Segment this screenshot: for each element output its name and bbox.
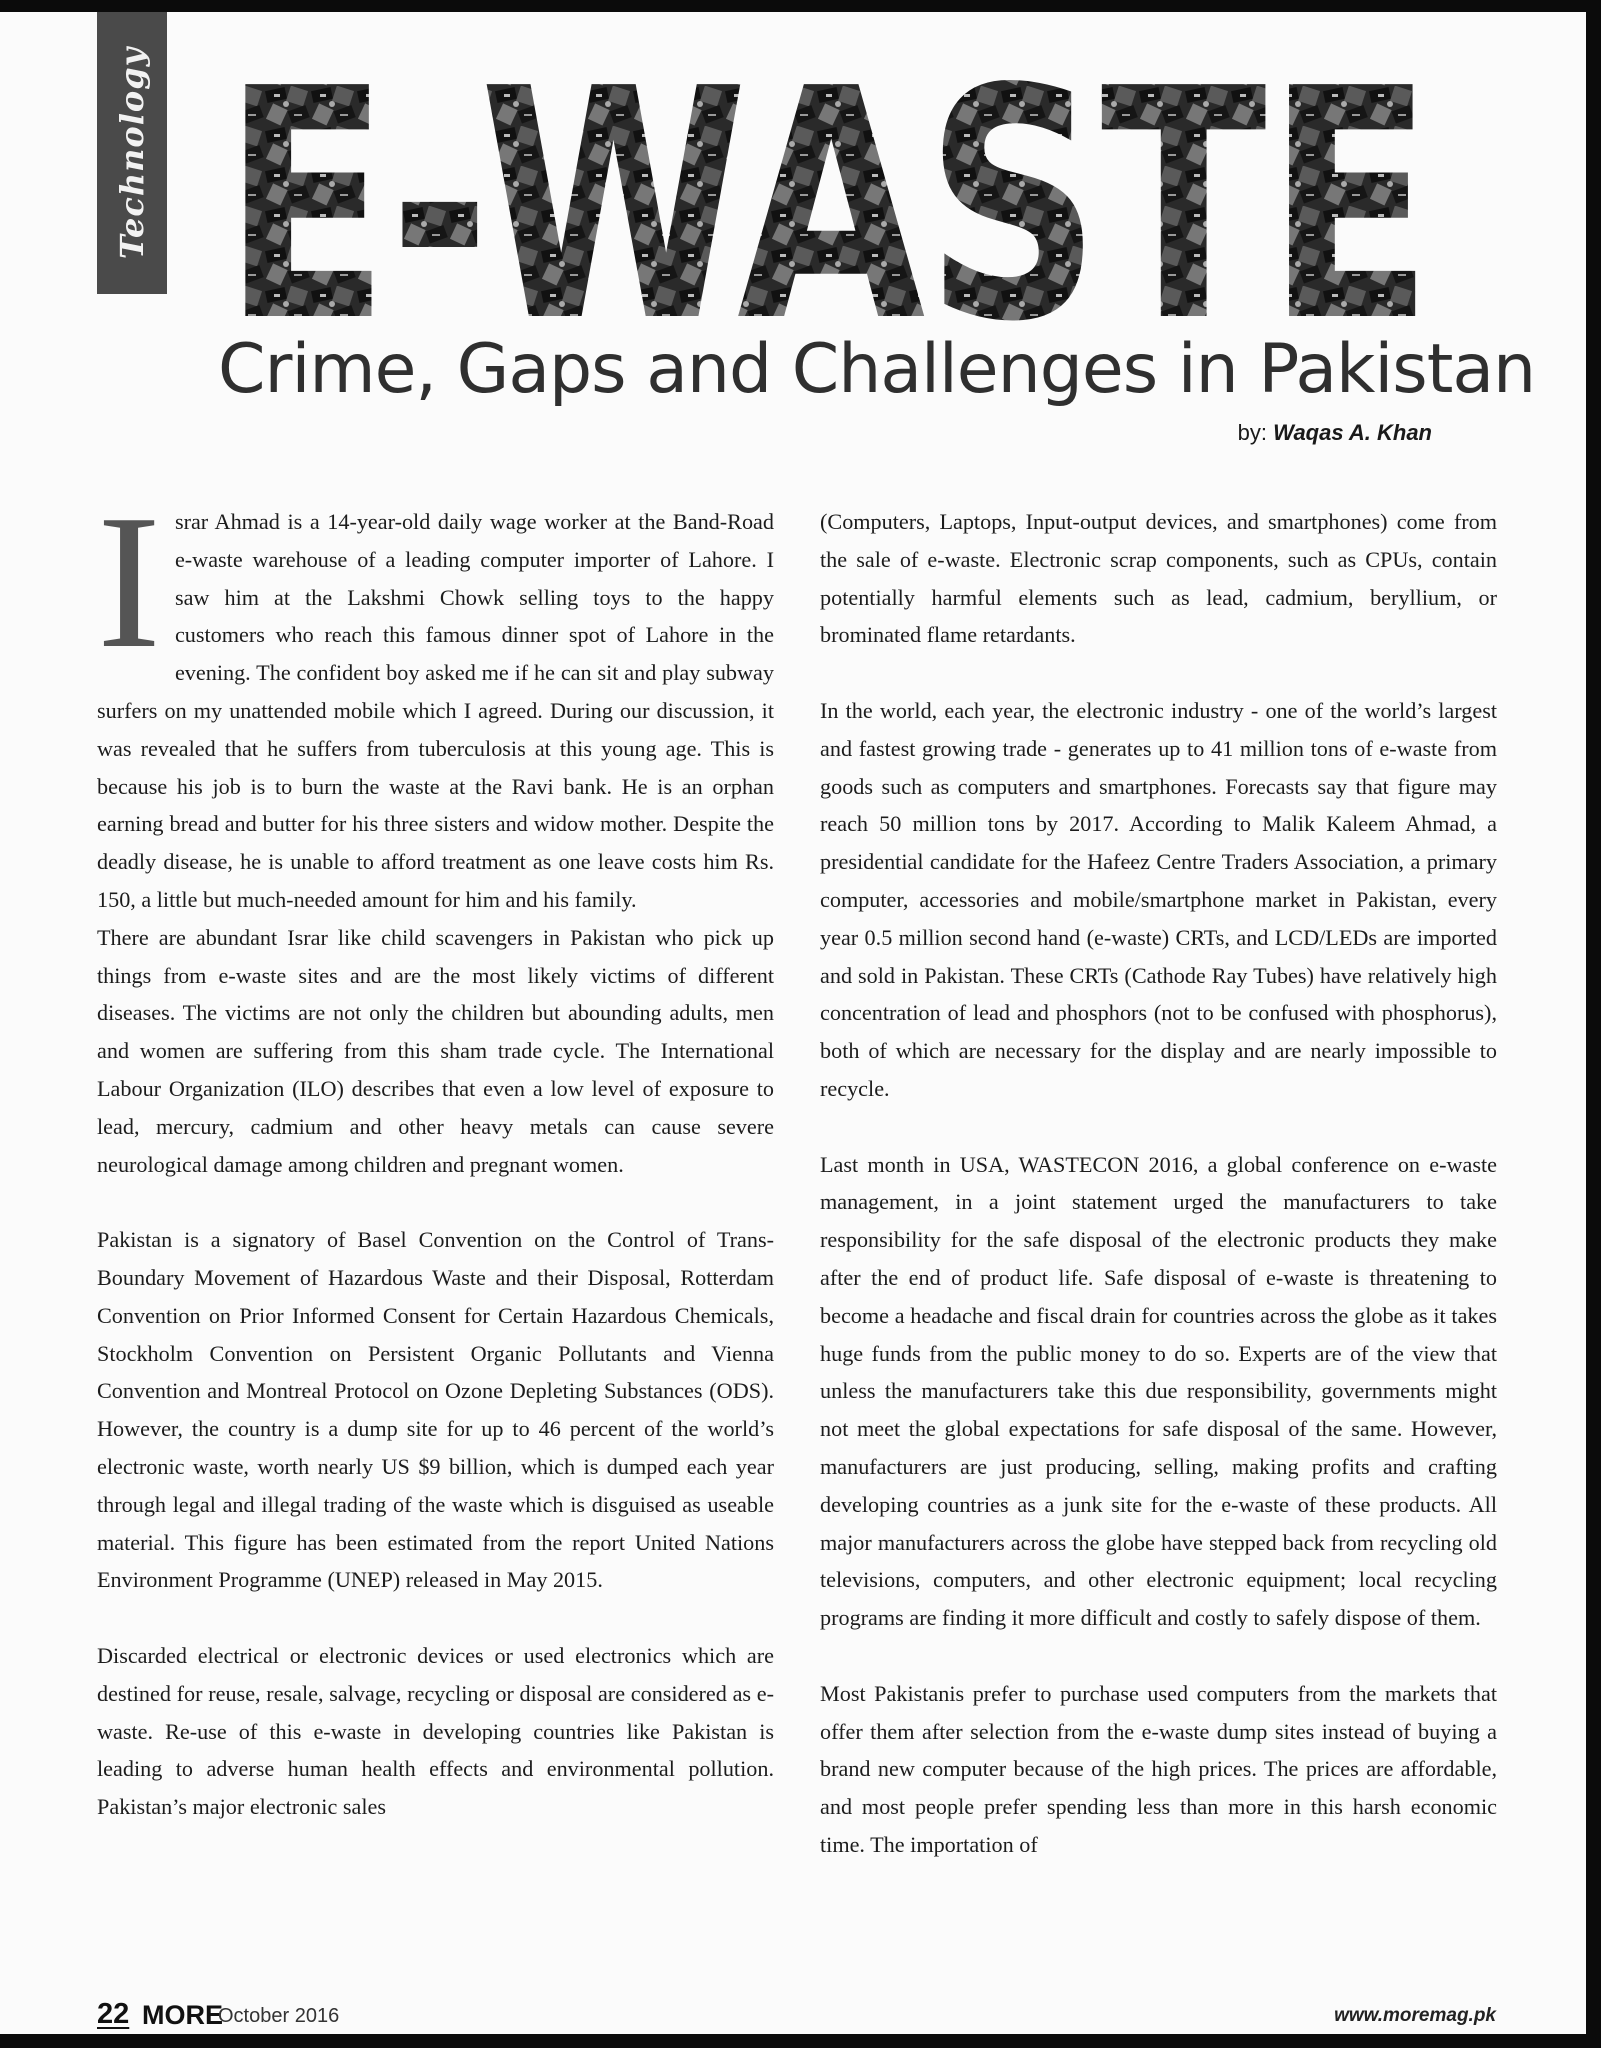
paragraph: Israr Ahmad is a 14-year-old daily wage worker at the Band-Road e-waste warehouse of a leading computer importer of Lahore. I saw him at the Lakshmi Chowk selling toys to the happy customers who reach this famous dinner spot of Lahore in the evening. The confident boy asked me if he can sit and play subway surfers on my unattended mobile which I agreed. During our discussion, it was revealed that he suffers from tuberculosis at this young age. This is because his job is to burn the waste at the Ravi bank. He is an orphan earning bread and butter for his three sisters and widow mother. Despite the deadly disease, he is unable to afford treatment as one leave costs him Rs. 150, a little but much-needed amount for him and his family. xyxy=(97,475,774,912)
page-number: 22 xyxy=(97,1998,130,2030)
paragraph: Most Pakistanis prefer to purchase used computers from the markets that offer them after selection from the e-waste dump sites instead of buying a brand new computer because of the high prices. The prices are affordable, and most people prefer spending less than more in this harsh economic time. The importation of xyxy=(820,1680,1497,1857)
magazine-page xyxy=(0,12,1586,2034)
paragraph: In the world, each year, the electronic industry - one of the world’s largest and fastest growing trade - generates up to 41 million tons of e-waste from goods such as computers and smartphones. Forecasts say that figure may reach 50 million tons by 2017. According to Malik Kaleem Ahmad, a presidential candidate for the Hafeez Centre Traders Association, a primary computer, accessories and mobile/smartphone market in Pakistan, every year 0.5 million second hand (e-waste) CRTs, and LCD/LEDs are imported and sold in Pakistan. These CRTs (Cathode Ray Tubes) have relatively high concentration of lead and phosphors (not to be confused with phosphorus), both of which are necessary for the display and are nearly impossible to recycle. xyxy=(820,697,1497,1101)
paragraph: Pakistan is a signatory of Basel Convention on the Control of Trans-Boundary Movement of Hazardous Waste and their Disposal, Rotterdam Convention on Prior Informed Consent for Certain Hazardous Chemicals, Stockholm Convention on Persistent Organic Pollutants and Vienna Convention and Montreal Protocol on Ozone Depleting Substances (ODS). However, the country is a dump site for up to 46 percent of the world’s electronic waste, worth nearly US $9 billion, which is dumped each year through legal and illegal trading of the waste which is disguised as useable material. This figure has been estimated from the report United Nations Environment Programme (UNEP) released in May 2015. xyxy=(97,1227,774,1593)
left-column xyxy=(97,475,774,1826)
paragraph: (Computers, Laptops, Input-output devices, and smartphones) come from the sale of e-waste. Electronic scrap components, such as CPUs, contain potentially harmful elements such as lead, cadmium, beryllium, or brominated flame retardants. xyxy=(820,509,1497,648)
masthead-title-text: E-WASTE xyxy=(223,46,1433,331)
paragraph: There are abundant Israr like child scavengers in Pakistan who pick up things from e-waste sites and are the most likely victims of different diseases. The victims are not only the children but abounding adults, men and women are suffering from this sham trade cycle. The International Labour Organization (ILO) describes that even a low level of exposure to lead, mercury, cadmium and other heavy metals can cause severe neurological damage among children and pregnant women. xyxy=(97,924,774,1177)
section-tab xyxy=(97,12,167,294)
magazine-name: MORE xyxy=(142,2000,223,2030)
masthead-title xyxy=(218,46,1438,331)
byline xyxy=(1238,420,1432,446)
paragraph: Last month in USA, WASTECON 2016, a global conference on e-waste management, in a joint statement urged the manufacturers to take responsibility for the safe disposal of the electronic products they make after the end of product life. Safe disposal of e-waste is threatening to become a headache and fiscal drain for countries across the globe as it takes huge funds from the public money to do so. Experts are of the view that unless the manufacturers take this due responsibility, governments might not meet the global expectations for safe disposal of the same. However, manufacturers are just producing, selling, making profits and crafting developing countries as a junk site for the e-waste of these products. All major manufacturers across the globe have stepped back from recycling old televisions, computers, and other electronic equipment; local recycling programs are finding it more difficult and costly to safely dispose of them. xyxy=(820,1151,1497,1631)
paragraph: Discarded electrical or electronic devices or used electronics which are destined for reuse, resale, salvage, recycling or disposal are considered as e-waste. Re-use of this e-waste in developing countries like Pakistan is leading to adverse human health effects and environmental pollution. Pakistan’s major electronic sales xyxy=(97,1642,774,1820)
website-link[interactable]: www.moremag.pk xyxy=(1334,2005,1496,2026)
masthead-title-graphic xyxy=(218,46,1438,331)
article-subtitle: Crime, Gaps and Challenges in Pakistan xyxy=(218,330,1536,409)
section-label: Technology xyxy=(113,46,151,260)
author-name: Waqas A. Khan xyxy=(1273,420,1432,445)
right-column xyxy=(820,503,1497,1864)
drop-cap: I xyxy=(97,475,161,688)
byline-prefix: by: xyxy=(1237,420,1267,445)
issue-date: October 2016 xyxy=(218,2005,340,2027)
